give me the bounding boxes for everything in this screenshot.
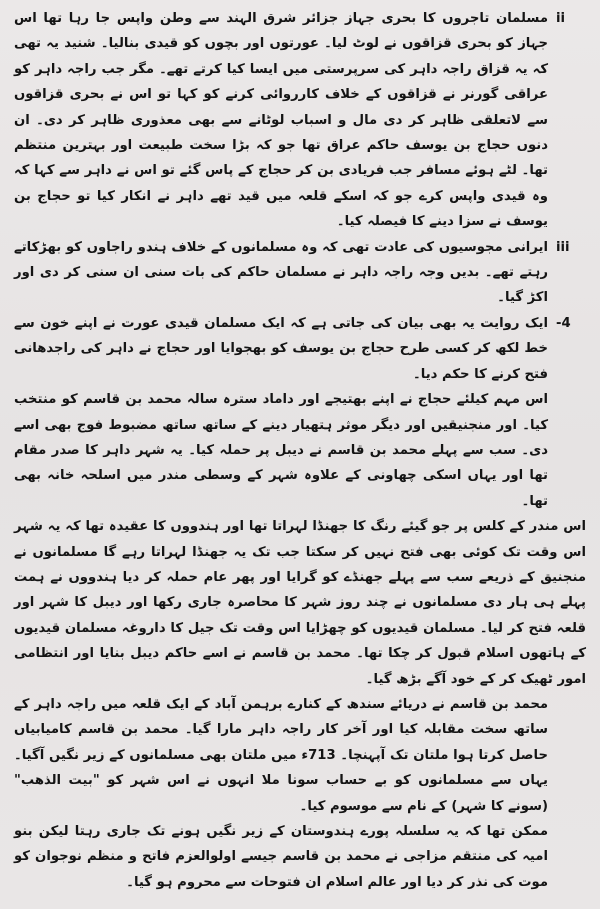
point-marker: ii [556,11,566,26]
paragraph: محمد بن قاسم نے دریائے سندھ کے کنارے برہمن آباد کے ایک قلعہ میں راجہ داہر کے ساتھ سخت مقابلہ کیا اور آخر کار راجہ داہر مارا گیا۔ محمد بن قاسم کامیابیاں حاصل کرتا ہوا ملتان تک آپہنچا۔ 713ء میں ملتان بھی مسلمانوں کے زیر نگیں آگیا۔ یہاں سے مسلمانوں کو بے حساب سونا ملا انہوں نے اس شہر کو "بیت الذھب" (سونے کا شہر) کے نام سے موسوم کیا۔ [14,696,548,814]
paragraph: ایک روایت یہ بھی بیان کی جاتی ہے کہ ایک مسلمان قیدی عورت نے اپنے خون سے خط لکھ کر کسی طرح حجاج بن یوسف کو بھجوایا اور حجاج نے داہر کی راجدھانی فتح کرنے کا حکم دیا۔ [14,315,548,382]
paragraph: ممکن تھا کہ یہ سلسلہ پورے ہندوستان کے زیر نگیں ہونے تک جاری رہتا لیکن بنو امیہ کی منتقم مزاجی نے محمد بن قاسم جیسے اولوالعزم فاتح و منظم نوجوان کو موت کی نذر کر دیا اور عالم اسلام ان فتوحات سے محروم ہو گیا۔ [14,824,548,890]
paragraph: اس مندر کے کلس پر جو گیئے رنگ کا جھنڈا لہراتا تھا اور ہندووں کا عقیدہ تھا کہ یہ شہر اس وقت تک کوئی بھی فتح نہیں کر سکتا جب تک یہ جھنڈا لہراتا رہے گا مسلمانوں نے منجنیق کے ذریعے سب سے پہلے جھنڈے کو گرایا اور پھر عام حملہ کر دیا ہندووں نے ہمت پہلے ہی ہار دی مسلمانوں نے چند روز شہر کا محاصرہ جاری رکھا اور دیبل کا شہر اور قلعہ فتح کر لیا۔ مسلمان قیدیوں کو چھڑایا اس وقت تک جیل کا داروغہ مسلمان قیدیوں کے ہاتھوں اسلام قبول کر چکا تھا۔ محمد بن قاسم نے اسے حاکم دیبل بنایا اور انتظامی امور ٹھیک کر کے خود آگے بڑھ گیا۔ [14,519,586,687]
point-ii [14,6,586,235]
paragraph: مسلمان تاجروں کا بحری جہاز جزائر شرق الہند سے وطن واپس جا رہا تھا اس جہاز کو بحری قزاقوں نے لوٹ لیا۔ عورتوں اور بچوں کو قیدی بنالیا۔ شنید یہ تھی کہ یہ قزاق راجہ داہر کی سرپرستی میں ایسا کیا کرتے تھے۔ مگر جب راجہ داہر کو عراقی گورنر نے قزاقوں کے خلاف کارروائی کرنے کو کہا تو اس نے بحری قزاقوں سے لاتعلقی ظاہر کر دی مال و اسباب لوٹانے سے بھی معذوری ظاہر کر دی۔ ان دنوں حجاج بن یوسف حاکم عراق تھا جو کہ بڑا سخت طبیعت اور بہترین منتظم تھا۔ لٹے ہوئے مسافر جب فریادی بن کر حجاج کے پاس گئے تو اس نے داہر سے کہا کہ وہ قیدی واپس کرے جو کہ اسکے قلعہ میں قید تھے داہر نے انکار کیا تو حجاج بن یوسف نے سزا دینے کا فیصلہ کیا۔ [14,11,548,230]
point-marker: -4 [556,315,571,331]
paragraph: اس مہم کیلئے حجاج نے اپنے بھتیجے اور داماد سترہ سالہ محمد بن قاسم کو منتخب کیا۔ اور منجنیقیں اور دیگر موثر ہتھیار دینے کے ساتھ ساتھ مضبوط فوج بھی اسے دی۔ سب سے پہلے محمد بن قاسم نے دیبل پر حملہ کیا۔ یہ شہر داہر کا صدر مقام تھا اور یہاں اسکی چھاونی کے علاوہ شہر کے وسطی مندر میں اسلحہ خانہ بھی تھا۔ [14,392,548,509]
point-marker: iii [556,239,570,255]
paragraph: ایرانی مجوسیوں کی عادت تھی کہ وہ مسلمانوں کے خلاف ہندو راجاوں کو بھڑکاتے رہتے تھے۔ بدیں وجہ راجہ داہر نے مسلمان حاکم کی بات سنی ان سنی کر دی اور اکڑ گیا۔ [14,239,548,306]
point-iii [14,235,586,311]
point-4 [14,311,586,387]
narrative [14,387,586,895]
